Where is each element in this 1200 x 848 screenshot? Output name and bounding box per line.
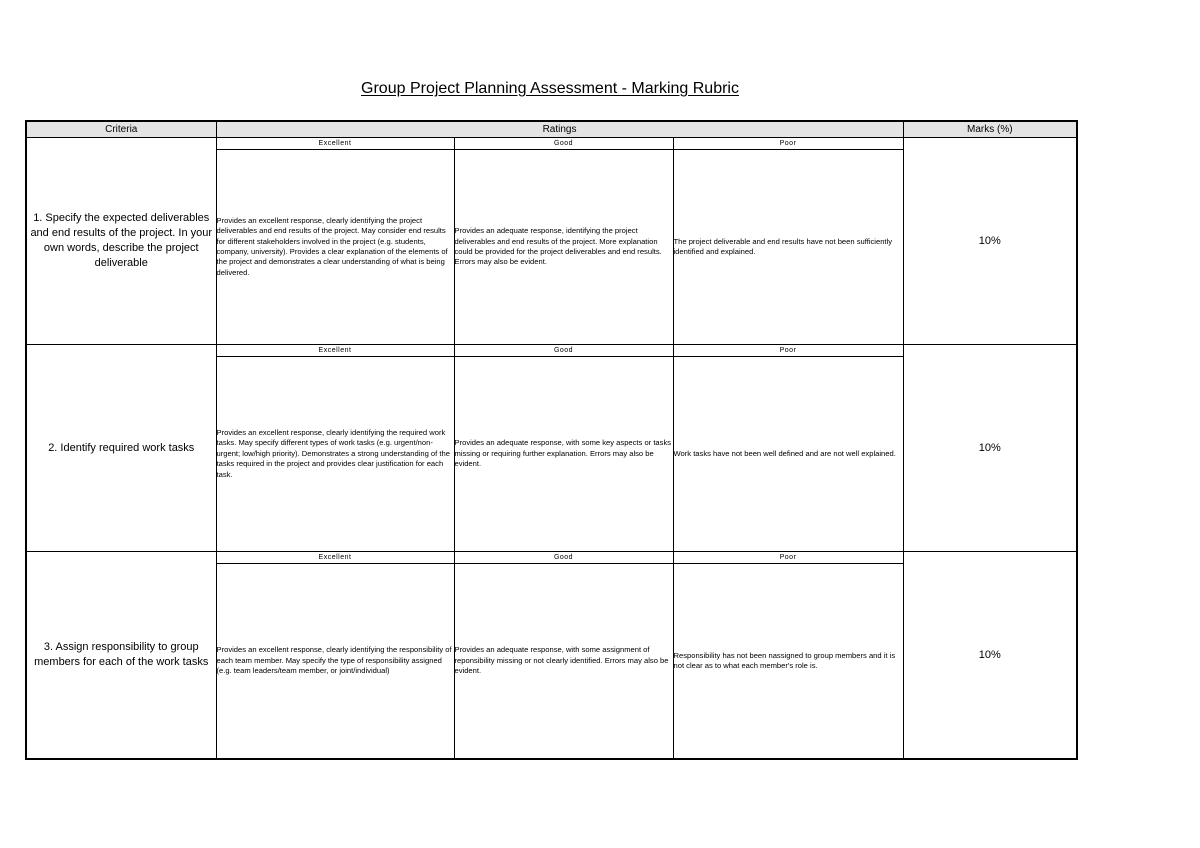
excellent-description: Provides an excellent response, clearly identifying the project deliverables and end results of the project. May consider end results for different stakeholders involved in the project (e.g. students, company, university). Provides a clear explanation of the elements of the project and demonstrates a clear understanding of what is being delivered. [216,150,454,345]
excellent-description: Provides an excellent response, clearly identifying the required work tasks. May specify different types of work tasks (e.g. urgent/non-urgent; low/high priority). Demonstrates a strong understanding of the tasks required in the project and provides clear justification for each task. [216,357,454,552]
criteria-cell: 3. Assign responsibility to group members for each of the work tasks [26,552,216,760]
criteria-header: Criteria [26,121,216,138]
rubric-row-2 [26,345,1077,357]
marks-cell: 10% [903,552,1077,760]
poor-description: The project deliverable and end results have not been sufficiently identified and explained. [673,150,903,345]
rubric-row-1 [26,138,1077,150]
good-description: Provides an adequate response, identifying the project deliverables and end results of the project. More explanation could be provided for the project deliverables and end results. Errors may also be evident. [454,150,673,345]
good-description: Provides an adequate response, with some key aspects or tasks missing or requiring further explanation. Errors may also be evident. [454,357,673,552]
criteria-cell: 1. Specify the expected deliverables and end results of the project. In your own words, describe the project deliverable [26,138,216,345]
header-row [26,121,1077,138]
excellent-description: Provides an excellent response, clearly identifying the responsibility of each team member. May specify the type of responsibility assigned (e.g. team leaders/team member, or joint/individual) [216,564,454,760]
poor-description: Responsibility has not been nassigned to group members and it is not clear as to what each member's role is. [673,564,903,760]
poor-description: Work tasks have not been well defined and are not well explained. [673,357,903,552]
level-excellent-label: Excellent [216,138,454,150]
rubric-row-3 [26,552,1077,564]
page-title: Group Project Planning Assessment - Marking Rubric [361,80,739,97]
level-poor-label: Poor [673,345,903,357]
level-excellent-label: Excellent [216,552,454,564]
level-excellent-label: Excellent [216,345,454,357]
criteria-cell: 2. Identify required work tasks [26,345,216,552]
level-good-label: Good [454,552,673,564]
ratings-header: Ratings [216,121,903,138]
level-good-label: Good [454,345,673,357]
marks-header: Marks (%) [903,121,1077,138]
level-good-label: Good [454,138,673,150]
rubric-table [25,120,1078,760]
level-poor-label: Poor [673,138,903,150]
level-poor-label: Poor [673,552,903,564]
good-description: Provides an adequate response, with some assignment of reponsibility missing or not clearly identified. Errors may also be evident. [454,564,673,760]
marks-cell: 10% [903,345,1077,552]
marks-cell: 10% [903,138,1077,345]
